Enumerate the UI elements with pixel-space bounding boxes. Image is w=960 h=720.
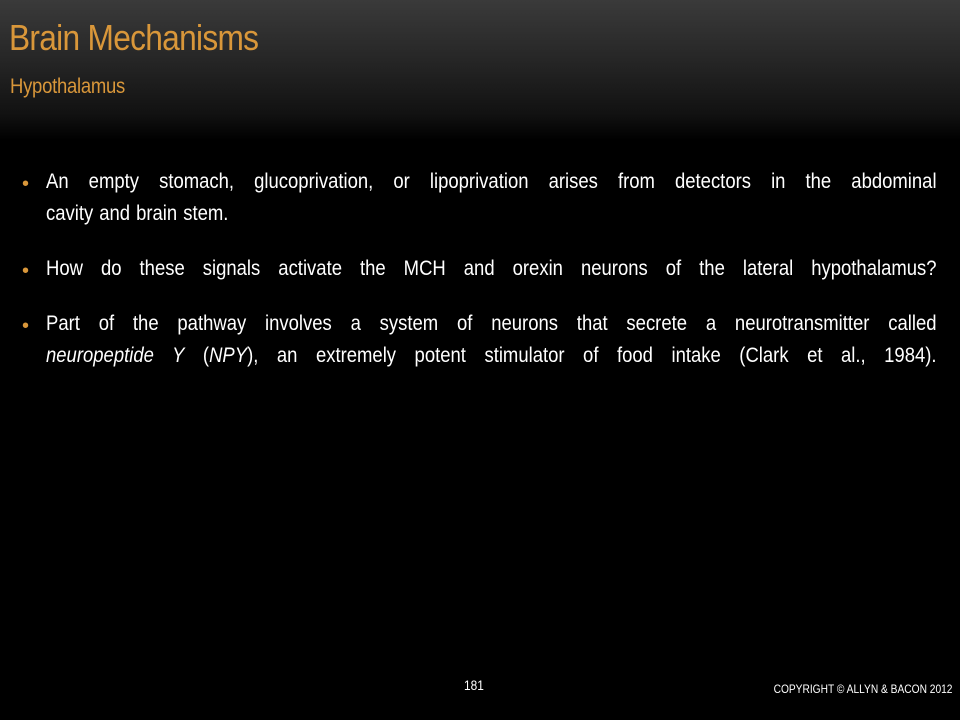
bullet-line: How do these signals activate the MCH and orexin neurons of the lateral hypothalamus? [46,257,937,280]
text-fragment: ), an extremely potent stimulator of food intake (Clark et al., 1984). [247,344,937,367]
bullet-text [46,253,937,285]
bullet-marker: • [22,173,30,195]
term-neuropeptide-y: neuropeptide Y [46,344,185,367]
term-npy: NPY [209,344,248,367]
bullet-text [46,166,937,230]
bullet-line: cavity and brain stem. [46,202,229,225]
bullet-marker: • [22,260,30,282]
bullet-marker: • [22,315,30,337]
bullet-line: An empty stomach, glucoprivation, or lipoprivation arises from detectors in the abdominal [46,170,937,193]
bullet-item [0,166,960,230]
slide-subtitle: Hypothalamus [10,75,125,98]
bullet-text [46,308,937,372]
bullet-list [0,166,960,395]
bullet-line: Part of the pathway involves a system of neurons that secrete a neurotransmitter called [46,312,937,335]
page-number: 181 [464,677,484,693]
bullet-item [0,308,960,372]
slide-title: Brain Mechanisms [9,17,259,58]
copyright-notice: COPYRIGHT © ALLYN & BACON 2012 [773,682,952,696]
bullet-item [0,253,960,285]
text-fragment: ( [184,344,210,367]
bullet-line [46,340,937,372]
